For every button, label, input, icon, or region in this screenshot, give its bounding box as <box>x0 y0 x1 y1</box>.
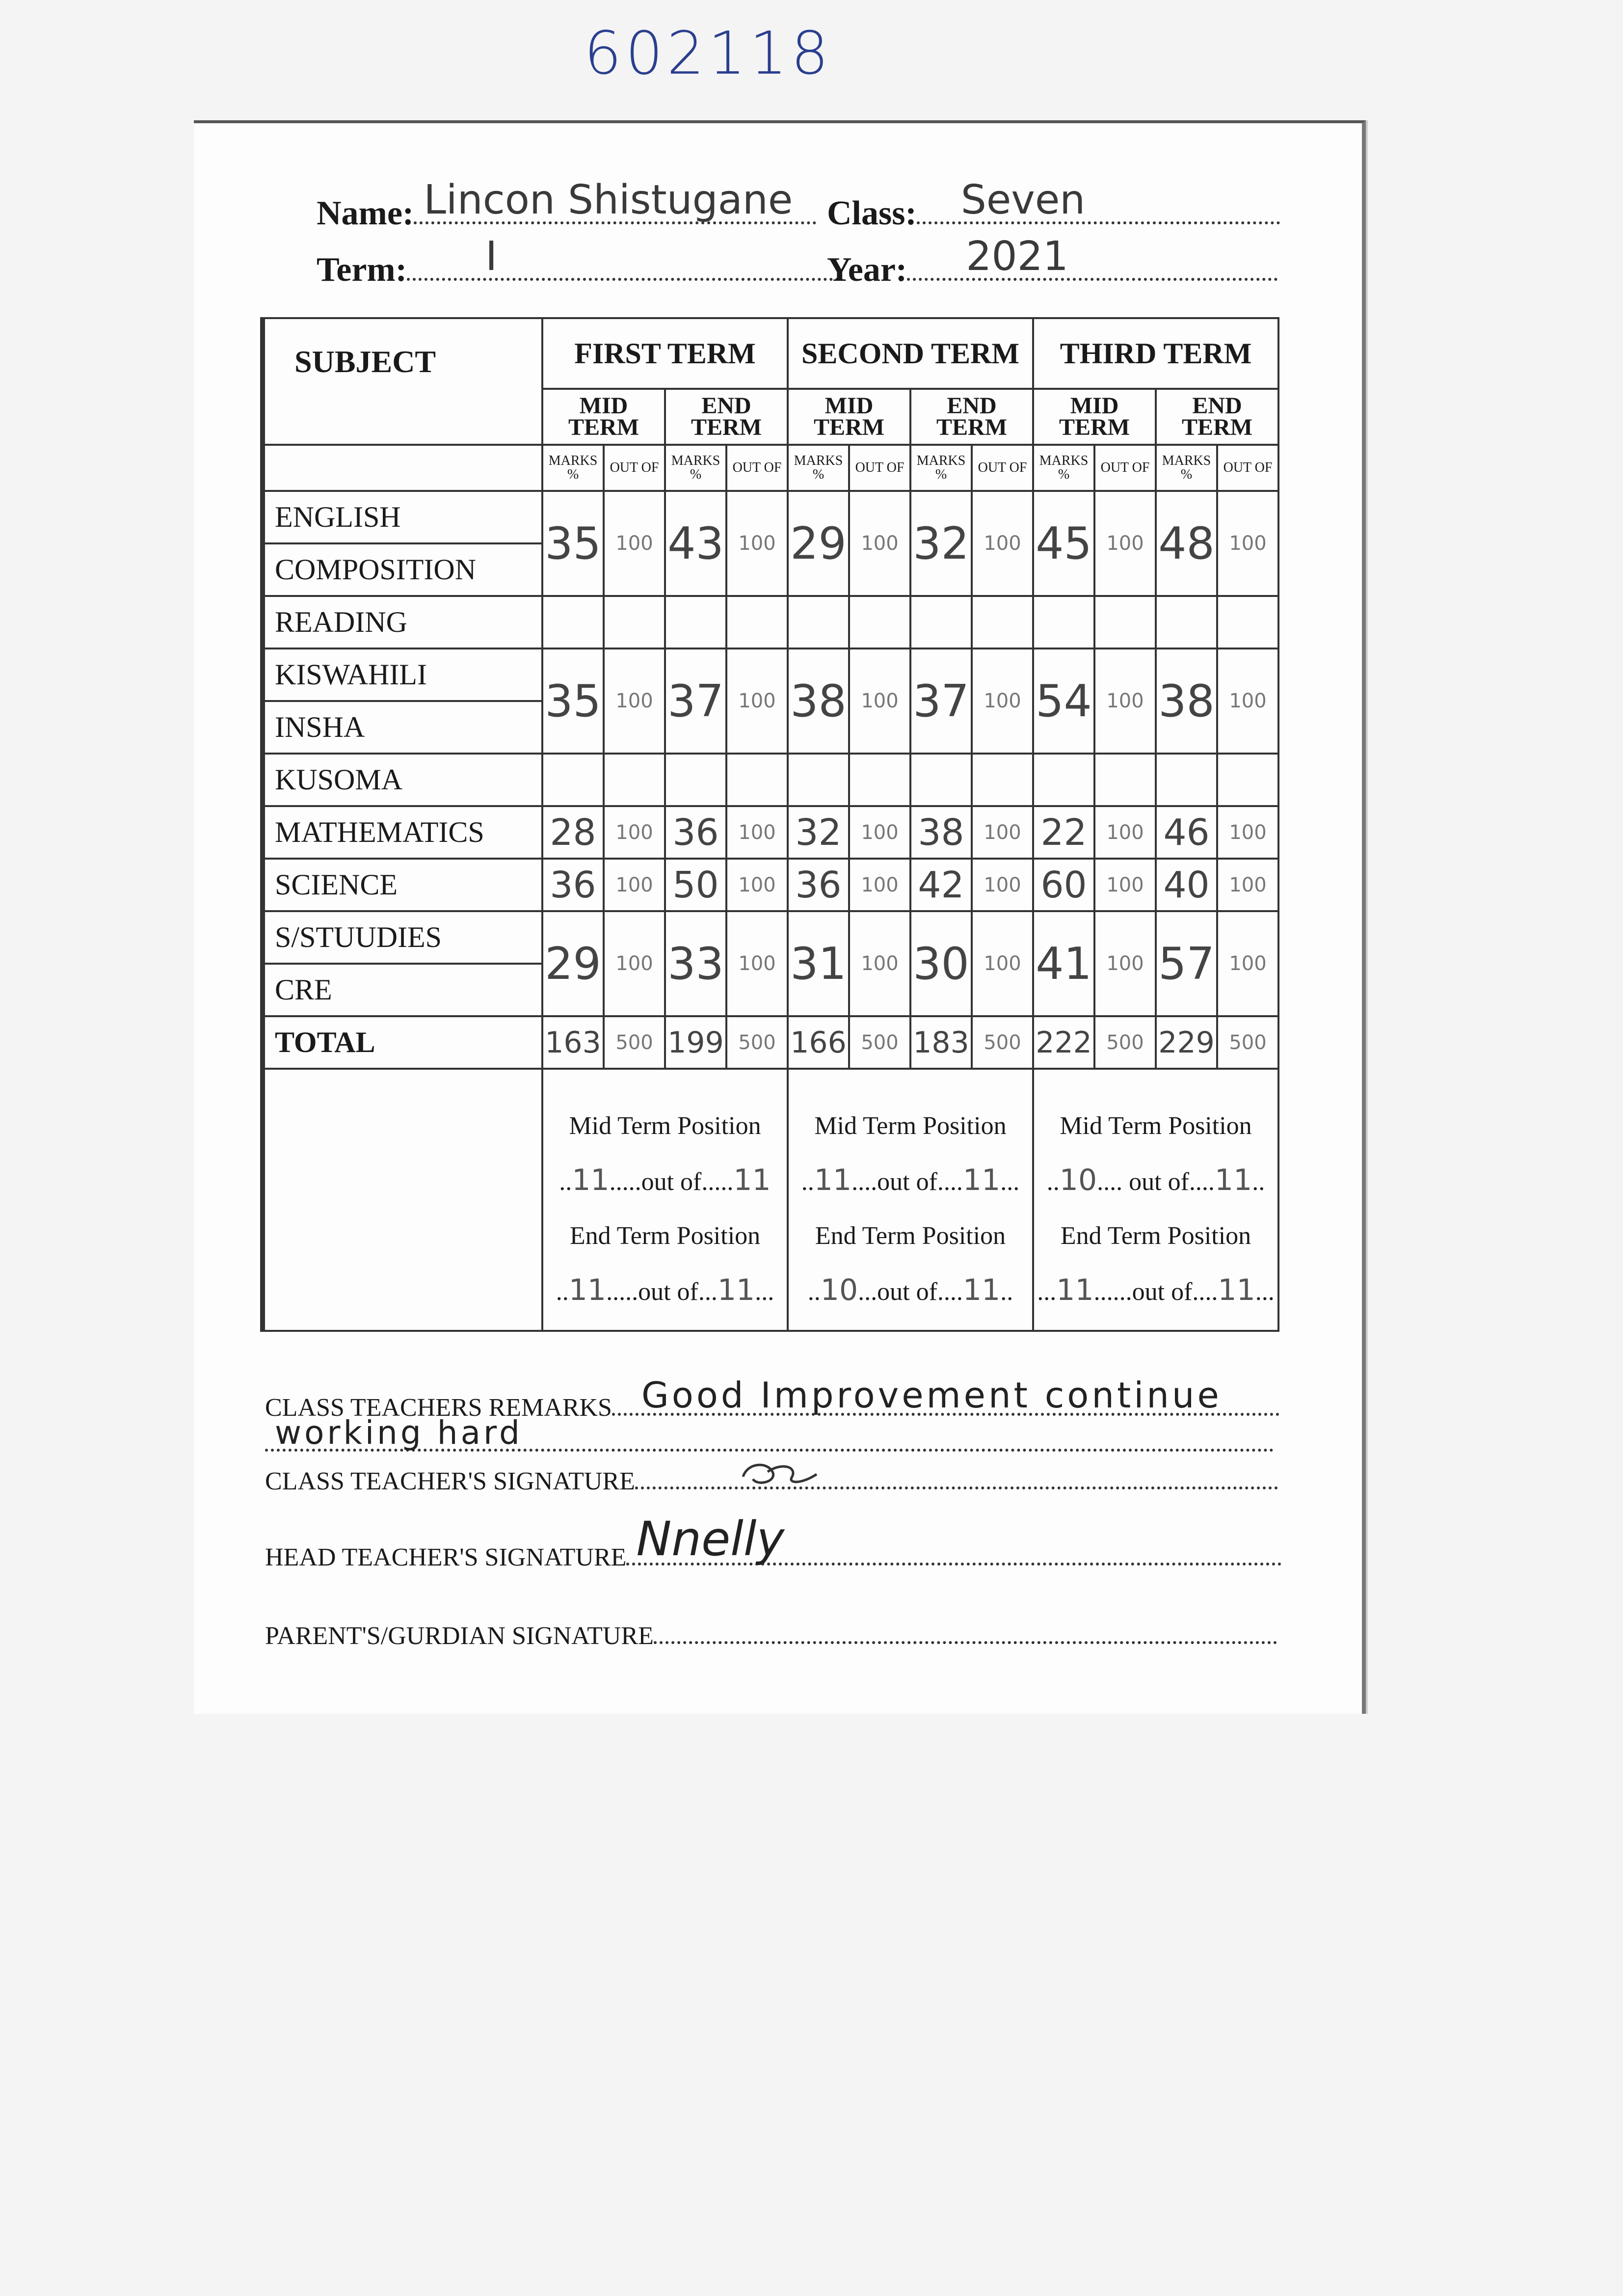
marks-col-header: MARKS % <box>665 445 726 491</box>
total-outof-cell: 500 <box>972 1016 1033 1069</box>
empty-cell <box>604 754 665 806</box>
mark-cell: 35 <box>542 648 604 754</box>
outof-cell: 100 <box>726 491 788 596</box>
mark-cell: 30 <box>910 911 972 1016</box>
empty-cell <box>849 754 910 806</box>
empty-cell <box>972 754 1033 806</box>
total-outof-cell: 500 <box>1094 1016 1156 1069</box>
class-teacher-signature-row <box>265 1461 1278 1496</box>
empty-cell <box>849 596 910 648</box>
year-value: 2021 <box>966 233 1068 280</box>
mark-cell: 40 <box>1156 859 1217 911</box>
mid-term-header: MID TERM <box>1033 389 1156 445</box>
outof-cell: 100 <box>849 859 910 911</box>
outof-cell: 100 <box>1094 648 1156 754</box>
outof-cell: 100 <box>604 806 665 859</box>
mark-cell: 29 <box>542 911 604 1016</box>
outof-cell: 100 <box>849 648 910 754</box>
outof-cell: 100 <box>726 859 788 911</box>
out-of-label: out of <box>1132 1278 1193 1306</box>
mid-term-position-row: ..10.... out of....11.. <box>1046 1163 1265 1197</box>
mid-term-position-label: Mid Term Position <box>1060 1112 1252 1140</box>
head-teacher-signature-value: Nnelly <box>636 1512 785 1567</box>
mark-cell: 45 <box>1033 491 1094 596</box>
empty-cell <box>1217 754 1278 806</box>
empty-cell <box>1033 754 1094 806</box>
outof-cell: 100 <box>726 806 788 859</box>
empty-cell <box>665 754 726 806</box>
mid-term-header: MID TERM <box>788 389 910 445</box>
outof-cell: 100 <box>1217 911 1278 1016</box>
mark-cell: 57 <box>1156 911 1217 1016</box>
mid-term-position-value: 11 <box>572 1163 610 1197</box>
outof-cell: 100 <box>1217 648 1278 754</box>
end-term-position-row: ..11.....out of...11... <box>556 1273 774 1307</box>
outof-cell: 100 <box>604 859 665 911</box>
class-field <box>917 177 1280 224</box>
empty-cell <box>1156 754 1217 806</box>
name-label: Name: <box>317 194 414 232</box>
total-cell: 183 <box>910 1016 972 1069</box>
class-label: Class: <box>827 194 917 232</box>
class-teacher-remarks-cont-value: working hard <box>275 1414 523 1452</box>
empty-cell <box>910 596 972 648</box>
mark-cell: 22 <box>1033 806 1094 859</box>
report-card <box>194 120 1366 1714</box>
mid-term-header: MID TERM <box>542 389 665 445</box>
outof-cell: 100 <box>972 859 1033 911</box>
marks-col-header: MARKS % <box>788 445 849 491</box>
outof-cell: 100 <box>1217 491 1278 596</box>
class-teacher-remarks-label: CLASS TEACHERS REMARKS <box>265 1394 612 1422</box>
total-outof-cell: 500 <box>604 1016 665 1069</box>
end-term-header: END TERM <box>910 389 1033 445</box>
year-label: Year: <box>827 251 907 289</box>
mark-cell: 43 <box>665 491 726 596</box>
subject-cre: CRE <box>263 964 542 1016</box>
end-term-position-label: End Term Position <box>815 1222 1006 1250</box>
head-teacher-signature-field <box>626 1512 1281 1567</box>
year-field <box>907 233 1277 281</box>
outof-cell: 100 <box>849 491 910 596</box>
outof-cell: 100 <box>604 491 665 596</box>
outof-col-header: OUT OF <box>849 445 910 491</box>
end-term-position-value: 11 <box>568 1273 607 1307</box>
outof-cell: 100 <box>604 648 665 754</box>
total-cell: 229 <box>1156 1016 1217 1069</box>
class-teacher-remarks-field <box>612 1375 1279 1416</box>
first-term-positions <box>542 1069 788 1331</box>
mark-cell: 37 <box>665 648 726 754</box>
mark-cell: 38 <box>788 648 849 754</box>
subject-science: SCIENCE <box>263 859 542 911</box>
total-cell: 166 <box>788 1016 849 1069</box>
total-cell: 163 <box>542 1016 604 1069</box>
end-term-position-total: 11 <box>717 1273 755 1307</box>
empty-cell <box>542 754 604 806</box>
mark-cell: 32 <box>910 491 972 596</box>
outof-cell: 100 <box>726 648 788 754</box>
end-term-position-label: End Term Position <box>1060 1222 1251 1250</box>
out-of-label: out of <box>877 1168 937 1196</box>
second-term-positions <box>788 1069 1033 1331</box>
blank-position-cell <box>263 1069 542 1331</box>
mark-cell: 32 <box>788 806 849 859</box>
subject-kiswahili: KISWAHILI <box>263 648 542 701</box>
mark-cell: 42 <box>910 859 972 911</box>
first-term-header: FIRST TERM <box>542 318 788 389</box>
mid-term-position-value: 10 <box>1059 1163 1097 1197</box>
mark-cell: 54 <box>1033 648 1094 754</box>
name-value: Lincon Shistugane <box>424 177 793 223</box>
outof-cell: 100 <box>726 911 788 1016</box>
end-term-position-value: 10 <box>820 1273 858 1307</box>
subject-insha: INSHA <box>263 701 542 754</box>
outof-cell: 100 <box>1217 806 1278 859</box>
outof-col-header: OUT OF <box>1094 445 1156 491</box>
subject-composition: COMPOSITION <box>263 543 542 596</box>
head-teacher-signature-label: HEAD TEACHER'S SIGNATURE <box>265 1543 627 1571</box>
subject-english: ENGLISH <box>263 491 542 543</box>
end-term-position-row: ..10...out of....11.. <box>807 1273 1013 1307</box>
end-term-header: END TERM <box>665 389 788 445</box>
outof-cell: 100 <box>1094 491 1156 596</box>
mid-term-position-label: Mid Term Position <box>569 1112 761 1140</box>
outof-cell: 100 <box>849 806 910 859</box>
end-term-position-label: End Term Position <box>569 1222 761 1250</box>
empty-cell <box>1094 754 1156 806</box>
mark-cell: 36 <box>788 859 849 911</box>
mark-cell: 35 <box>542 491 604 596</box>
outof-cell: 100 <box>972 806 1033 859</box>
outof-cell: 100 <box>972 648 1033 754</box>
class-teacher-signature-label: CLASS TEACHER'S SIGNATURE <box>265 1467 635 1495</box>
class-teacher-signature-mark <box>738 1457 822 1491</box>
mid-term-position-value: 11 <box>814 1163 852 1197</box>
outof-cell: 100 <box>1094 806 1156 859</box>
empty-cell <box>665 596 726 648</box>
subject-header: SUBJECT <box>263 318 542 445</box>
outof-cell: 100 <box>849 911 910 1016</box>
outof-col-header: OUT OF <box>726 445 788 491</box>
outof-cell: 100 <box>1094 859 1156 911</box>
total-cell: 222 <box>1033 1016 1094 1069</box>
empty-cell <box>542 596 604 648</box>
mark-cell: 60 <box>1033 859 1094 911</box>
name-field <box>414 177 816 224</box>
parent-signature-row <box>265 1616 1277 1650</box>
mark-cell: 29 <box>788 491 849 596</box>
name-row <box>317 177 816 233</box>
subject-kusoma: KUSOMA <box>263 754 542 806</box>
class-row <box>827 177 1280 233</box>
mid-term-position-label: Mid Term Position <box>814 1112 1007 1140</box>
mark-cell: 48 <box>1156 491 1217 596</box>
mark-cell: 31 <box>788 911 849 1016</box>
class-teacher-signature-field <box>635 1461 1278 1489</box>
empty-cell <box>1033 596 1094 648</box>
outof-col-header: OUT OF <box>604 445 665 491</box>
parent-signature-field <box>654 1616 1277 1644</box>
outof-cell: 100 <box>604 911 665 1016</box>
marks-table <box>260 317 1279 1332</box>
outof-col-header: OUT OF <box>1217 445 1278 491</box>
end-term-position-row: ...11......out of....11... <box>1037 1273 1275 1307</box>
empty-cell <box>1217 596 1278 648</box>
mark-cell: 50 <box>665 859 726 911</box>
term-field <box>407 233 839 281</box>
empty-cell <box>726 596 788 648</box>
mark-cell: 38 <box>1156 648 1217 754</box>
class-value: Seven <box>960 177 1086 223</box>
empty-cell <box>788 596 849 648</box>
out-of-label: out of <box>638 1278 698 1306</box>
total-outof-cell: 500 <box>849 1016 910 1069</box>
total-outof-cell: 500 <box>1217 1016 1278 1069</box>
mid-term-position-row: ..11....out of....11... <box>801 1163 1020 1197</box>
mark-cell: 37 <box>910 648 972 754</box>
subject-total: TOTAL <box>263 1016 542 1069</box>
outof-cell: 100 <box>972 911 1033 1016</box>
empty-cell <box>726 754 788 806</box>
outof-col-header: OUT OF <box>972 445 1033 491</box>
out-of-label: out of <box>641 1168 702 1196</box>
total-cell: 199 <box>665 1016 726 1069</box>
outof-cell: 100 <box>1217 859 1278 911</box>
empty-cell <box>910 754 972 806</box>
blank-cell <box>263 445 542 491</box>
end-term-position-total: 11 <box>1218 1273 1255 1307</box>
outof-cell: 100 <box>1094 911 1156 1016</box>
mid-term-position-row: ..11.....out of.....11 <box>559 1163 771 1197</box>
empty-cell <box>604 596 665 648</box>
empty-cell <box>972 596 1033 648</box>
outof-cell: 100 <box>972 491 1033 596</box>
total-outof-cell: 500 <box>726 1016 788 1069</box>
mark-cell: 46 <box>1156 806 1217 859</box>
marks-col-header: MARKS % <box>1033 445 1094 491</box>
end-term-position-value: 11 <box>1056 1273 1094 1307</box>
parent-signature-label: PARENT'S/GURDIAN SIGNATURE <box>265 1622 654 1650</box>
marks-col-header: MARKS % <box>1156 445 1217 491</box>
mid-term-position-total: 11 <box>733 1163 771 1197</box>
second-term-header: SECOND TERM <box>788 318 1033 389</box>
mark-cell: 36 <box>665 806 726 859</box>
empty-cell <box>1156 596 1217 648</box>
out-of-label: out of <box>877 1278 937 1306</box>
subject-mathematics: MATHEMATICS <box>263 806 542 859</box>
mark-cell: 33 <box>665 911 726 1016</box>
class-teacher-remarks-cont-field <box>265 1414 1274 1452</box>
marks-col-header: MARKS % <box>910 445 972 491</box>
end-term-header: END TERM <box>1156 389 1278 445</box>
subject-reading: READING <box>263 596 542 648</box>
mid-term-position-total: 11 <box>962 1163 1001 1197</box>
mid-term-position-total: 11 <box>1214 1163 1252 1197</box>
head-teacher-signature-row <box>265 1512 1281 1572</box>
empty-cell <box>788 754 849 806</box>
third-term-positions <box>1033 1069 1278 1331</box>
term-value: I <box>485 233 498 280</box>
marks-col-header: MARKS % <box>542 445 604 491</box>
document-id-handwritten: 602118 <box>584 20 833 88</box>
out-of-label: out of <box>1129 1168 1189 1196</box>
mark-cell: 41 <box>1033 911 1094 1016</box>
empty-cell <box>1094 596 1156 648</box>
third-term-header: THIRD TERM <box>1033 318 1278 389</box>
term-row <box>317 233 839 290</box>
mark-cell: 36 <box>542 859 604 911</box>
term-label: Term: <box>317 251 407 289</box>
class-teacher-remarks-value: Good Improvement continue <box>641 1375 1222 1416</box>
year-row <box>827 233 1277 290</box>
mark-cell: 28 <box>542 806 604 859</box>
class-teacher-remarks-cont-row <box>265 1414 1274 1458</box>
mark-cell: 38 <box>910 806 972 859</box>
end-term-position-total: 11 <box>962 1273 1001 1307</box>
subject-social-studies: S/STUUDIES <box>263 911 542 964</box>
